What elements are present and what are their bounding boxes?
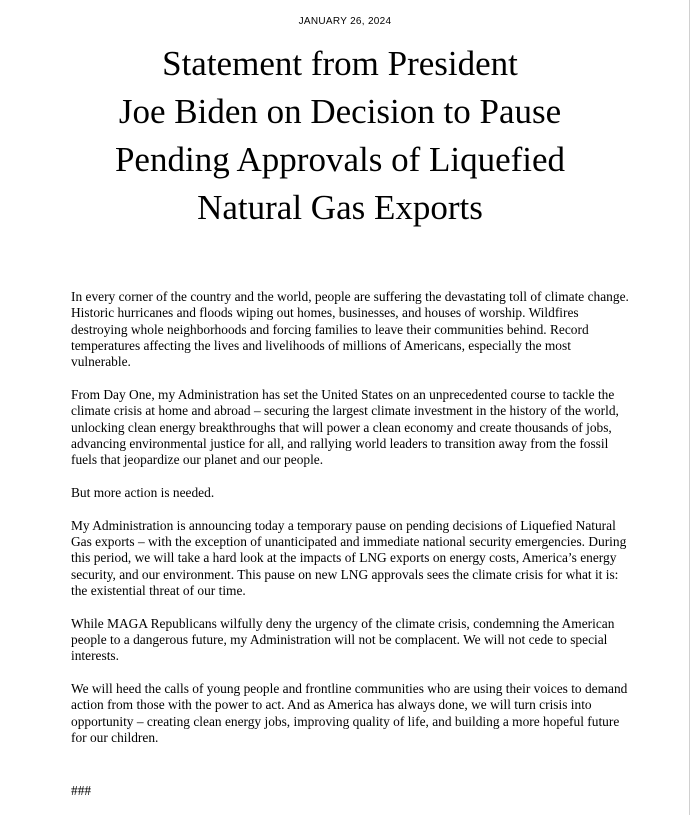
title-line: Joe Biden on Decision to Pause [118, 92, 562, 131]
title-line: Statement from President [162, 44, 518, 83]
body-paragraph: While MAGA Republicans wilfully deny the urgency of the climate crisis, condemning the American people to a dangerous future, my Administration will not be complacent. We will not cede to special interests. [71, 615, 615, 664]
end-mark: ### [71, 783, 92, 798]
body-paragraph: But more action is needed. [71, 484, 215, 500]
title-line: Pending Approvals of Liquefied [114, 140, 566, 179]
statement-body [71, 289, 631, 763]
body-paragraph: In every corner of the country and the world, people are suffering the devastating toll of climate change. Historic hurricanes and floods wiping out homes, businesses, and houses of worship. Wildfires destroying whole neighborhoods and forcing families to leave their communities behind. Record temperatures affecting the lives and livelihoods of millions of Americans, especially the most vulnerable. [71, 289, 629, 370]
statement-date: JANUARY 26, 2024 [298, 16, 392, 27]
body-paragraph: My Administration is announcing today a temporary pause on pending decisions of Liquefied Natural Gas exports – with the exception of unanticipated and immediate national security emergencies. During this period, we will take a hard look at the impacts of LNG exports on energy costs, America’s energy security, and our environment. This pause on new LNG approvals sees the climate crisis for what it is: the existential threat of our time. [71, 517, 627, 598]
body-paragraph: From Day One, my Administration has set the United States on an unprecedented course to tackle the climate crisis at home and abroad – securing the largest climate investment in the history of the world, unlocking clean energy breakthroughs that will power a clean economy and create thousands of jobs, advancing environmental justice for all, and rallying world leaders to transition away from the fossil fuels that jeopardize our planet and our people. [71, 386, 619, 468]
title-line: Natural Gas Exports [197, 188, 483, 227]
body-paragraph: We will heed the calls of young people and frontline communities who are using their voices to demand action from those with the power to act. And as America has always done, we will turn crisis into opportunity – creating clean energy jobs, improving quality of life, and building a more hopeful future for our children. [71, 681, 628, 746]
page-title [60, 40, 620, 232]
